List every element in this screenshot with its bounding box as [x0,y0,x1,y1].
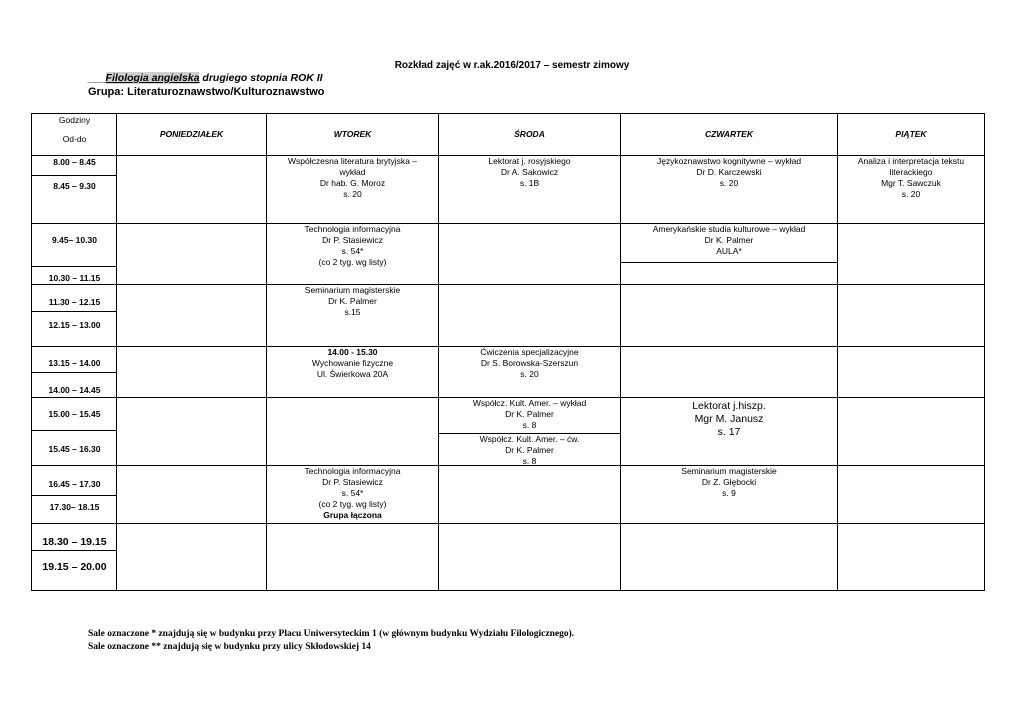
class-entry-thu-6 [621,465,837,499]
class-room: s. 54* [341,246,364,256]
class-teacher: Dr S. Borowska-Szerszun [480,358,579,368]
schedule-title: Rozkład zajęć w r.ak.2016/2017 – semestr zimowy [394,60,630,71]
row-divider [32,223,984,224]
class-teacher: Dr P. Stasiewicz [322,477,383,487]
row-divider [32,523,984,524]
class-entry-tue-4 [267,346,438,380]
class-room: s.15 [344,307,361,317]
class-title: Technologia informacyjna [304,466,401,476]
class-teacher: Mgr M. Janusz [694,413,764,425]
class-room: s. 1B [519,178,540,188]
row-divider [32,311,117,312]
row-divider [620,262,838,263]
class-title: Ćwiczenia specjalizacyjne [480,347,579,357]
time-slot: 16.45 – 17.30 [48,479,101,489]
time-slot: 12.15 – 13.00 [48,320,101,330]
class-entry-fri-1 [838,155,984,200]
class-room: s. 20 [343,189,362,199]
class-title: Lektorat j. rosyjskiego [488,156,571,166]
row-divider [32,175,117,176]
class-title: Seminarium magisterskie [681,466,777,476]
class-room: s. 9 [722,488,736,498]
time-slot: 9.45– 10.30 [52,235,97,245]
class-room: s. 54* [341,488,364,498]
class-title-cont: literackiego [889,167,933,177]
class-teacher: Dr K. Palmer [505,409,554,419]
time-slot: 14.00 – 14.45 [48,385,101,395]
class-teacher: Dr K. Palmer [328,296,377,306]
time-slot: 8.00 – 8.45 [53,157,96,167]
time-slot: 11.30 – 12.15 [48,297,101,307]
class-teacher: Dr Z. Głębocki [701,477,757,487]
class-title: Technologia informacyjna [304,224,401,234]
class-entry-tue-3 [267,284,438,318]
header-thursday: CZWARTEK [704,129,753,139]
class-type: wykład [339,167,366,177]
class-room: s. 17 [717,426,741,438]
class-room: s. 20 [719,178,739,188]
time-slot: 17.30– 18.15 [49,502,100,512]
class-teacher: Dr K. Palmer [704,235,754,245]
class-title: Lektorat j.hiszp. [692,400,766,412]
row-divider [32,495,117,496]
time-slot: 8.45 – 9.30 [53,181,96,191]
schedule-table [31,113,985,591]
class-title: Analiza i interpretacja tekstu [857,156,965,166]
class-note: (co 2 tyg. wg listy) [318,257,387,267]
header-time [32,114,117,145]
class-entry-thu-2 [621,223,837,257]
class-room: s. 20 [520,369,539,379]
class-teacher: Dr P. Stasiewicz [322,235,383,245]
class-location: Ul. Świerkowa 20A [316,369,389,379]
class-note: (co 2 tyg. wg listy) [318,499,387,509]
class-entry-thu-5 [621,399,837,439]
class-entry-tue-2 [267,223,438,268]
class-entry-wed-5a [439,397,620,431]
class-entry-wed-1 [439,155,620,189]
class-teacher: Mgr T. Sawczuk [881,178,941,188]
class-entry-wed-4 [439,346,620,380]
footer-note-1: Sale oznaczone * znajdują się w budynku przy Placu Uniwersyteckim 1 (w głównym budynku Wydziału Filologicznego). [88,629,575,639]
class-group-note: Grupa łączona [323,510,382,520]
program-name: ___Filologia angielska drugiego stopnia ROK II [88,72,323,84]
header-wednesday: ŚRODA [514,129,545,139]
time-slot: 18.30 – 19.15 [42,536,107,548]
row-divider [32,372,117,373]
row-divider [32,430,117,431]
time-slot: 19.15 – 20.00 [42,561,107,573]
class-room: AULA* [716,246,742,256]
time-slot: 15.45 – 16.30 [48,444,101,454]
footer-note-2: Sale oznaczone ** znajdują się w budynku przy ulicy Skłodowskiej 14 [88,642,371,652]
class-title: Wychowanie fizyczne [311,358,394,368]
row-divider [32,550,117,551]
time-slot: 13.15 – 14.00 [48,358,101,368]
class-entry-wed-5b [439,433,620,467]
class-entry-tue-1 [267,155,438,200]
class-room: s. 8 [522,420,537,430]
header-friday: PIĄTEK [895,129,927,139]
program-highlight: Filologia angielska [105,72,200,84]
class-room: s. 20 [901,189,921,199]
time-slot: 10.30 – 11.15 [48,273,101,283]
class-entry-tue-6 [267,465,438,521]
group-name: Grupa: Literaturoznawstwo/Kulturoznawstwo [88,86,325,98]
header-tuesday: WTOREK [333,129,372,139]
class-teacher: Dr D. Karczewski [696,167,762,177]
header-time-range: Od-do [62,134,87,144]
class-title: Amerykańskie studia kulturowe – wykład [652,224,806,234]
row-divider [32,266,117,267]
class-title: Językoznawstwo kognitywne – wykład [656,156,802,166]
class-title: Współczesna literatura brytyjska – [288,156,417,166]
class-teacher: Dr hab. G. Moroz [319,178,386,188]
class-title: Współcz. Kult. Amer. – wykład [472,398,587,408]
header-time-label: Godziny [58,115,91,125]
header-monday: PONIEDZIAŁEK [159,129,224,139]
class-teacher: Dr A. Sakowicz [500,167,559,177]
row-divider [32,284,984,285]
class-room: s. 8 [522,456,537,466]
class-title: Współcz. Kult. Amer. – ćw. [479,434,580,444]
program-rest: drugiego stopnia ROK II [199,72,323,84]
class-time: 14.00 - 15.30 [327,347,378,357]
class-entry-thu-1 [621,155,837,189]
class-teacher: Dr K. Palmer [505,445,554,455]
class-title: Seminarium magisterskie [304,285,401,295]
time-slot: 15.00 – 15.45 [48,409,101,419]
